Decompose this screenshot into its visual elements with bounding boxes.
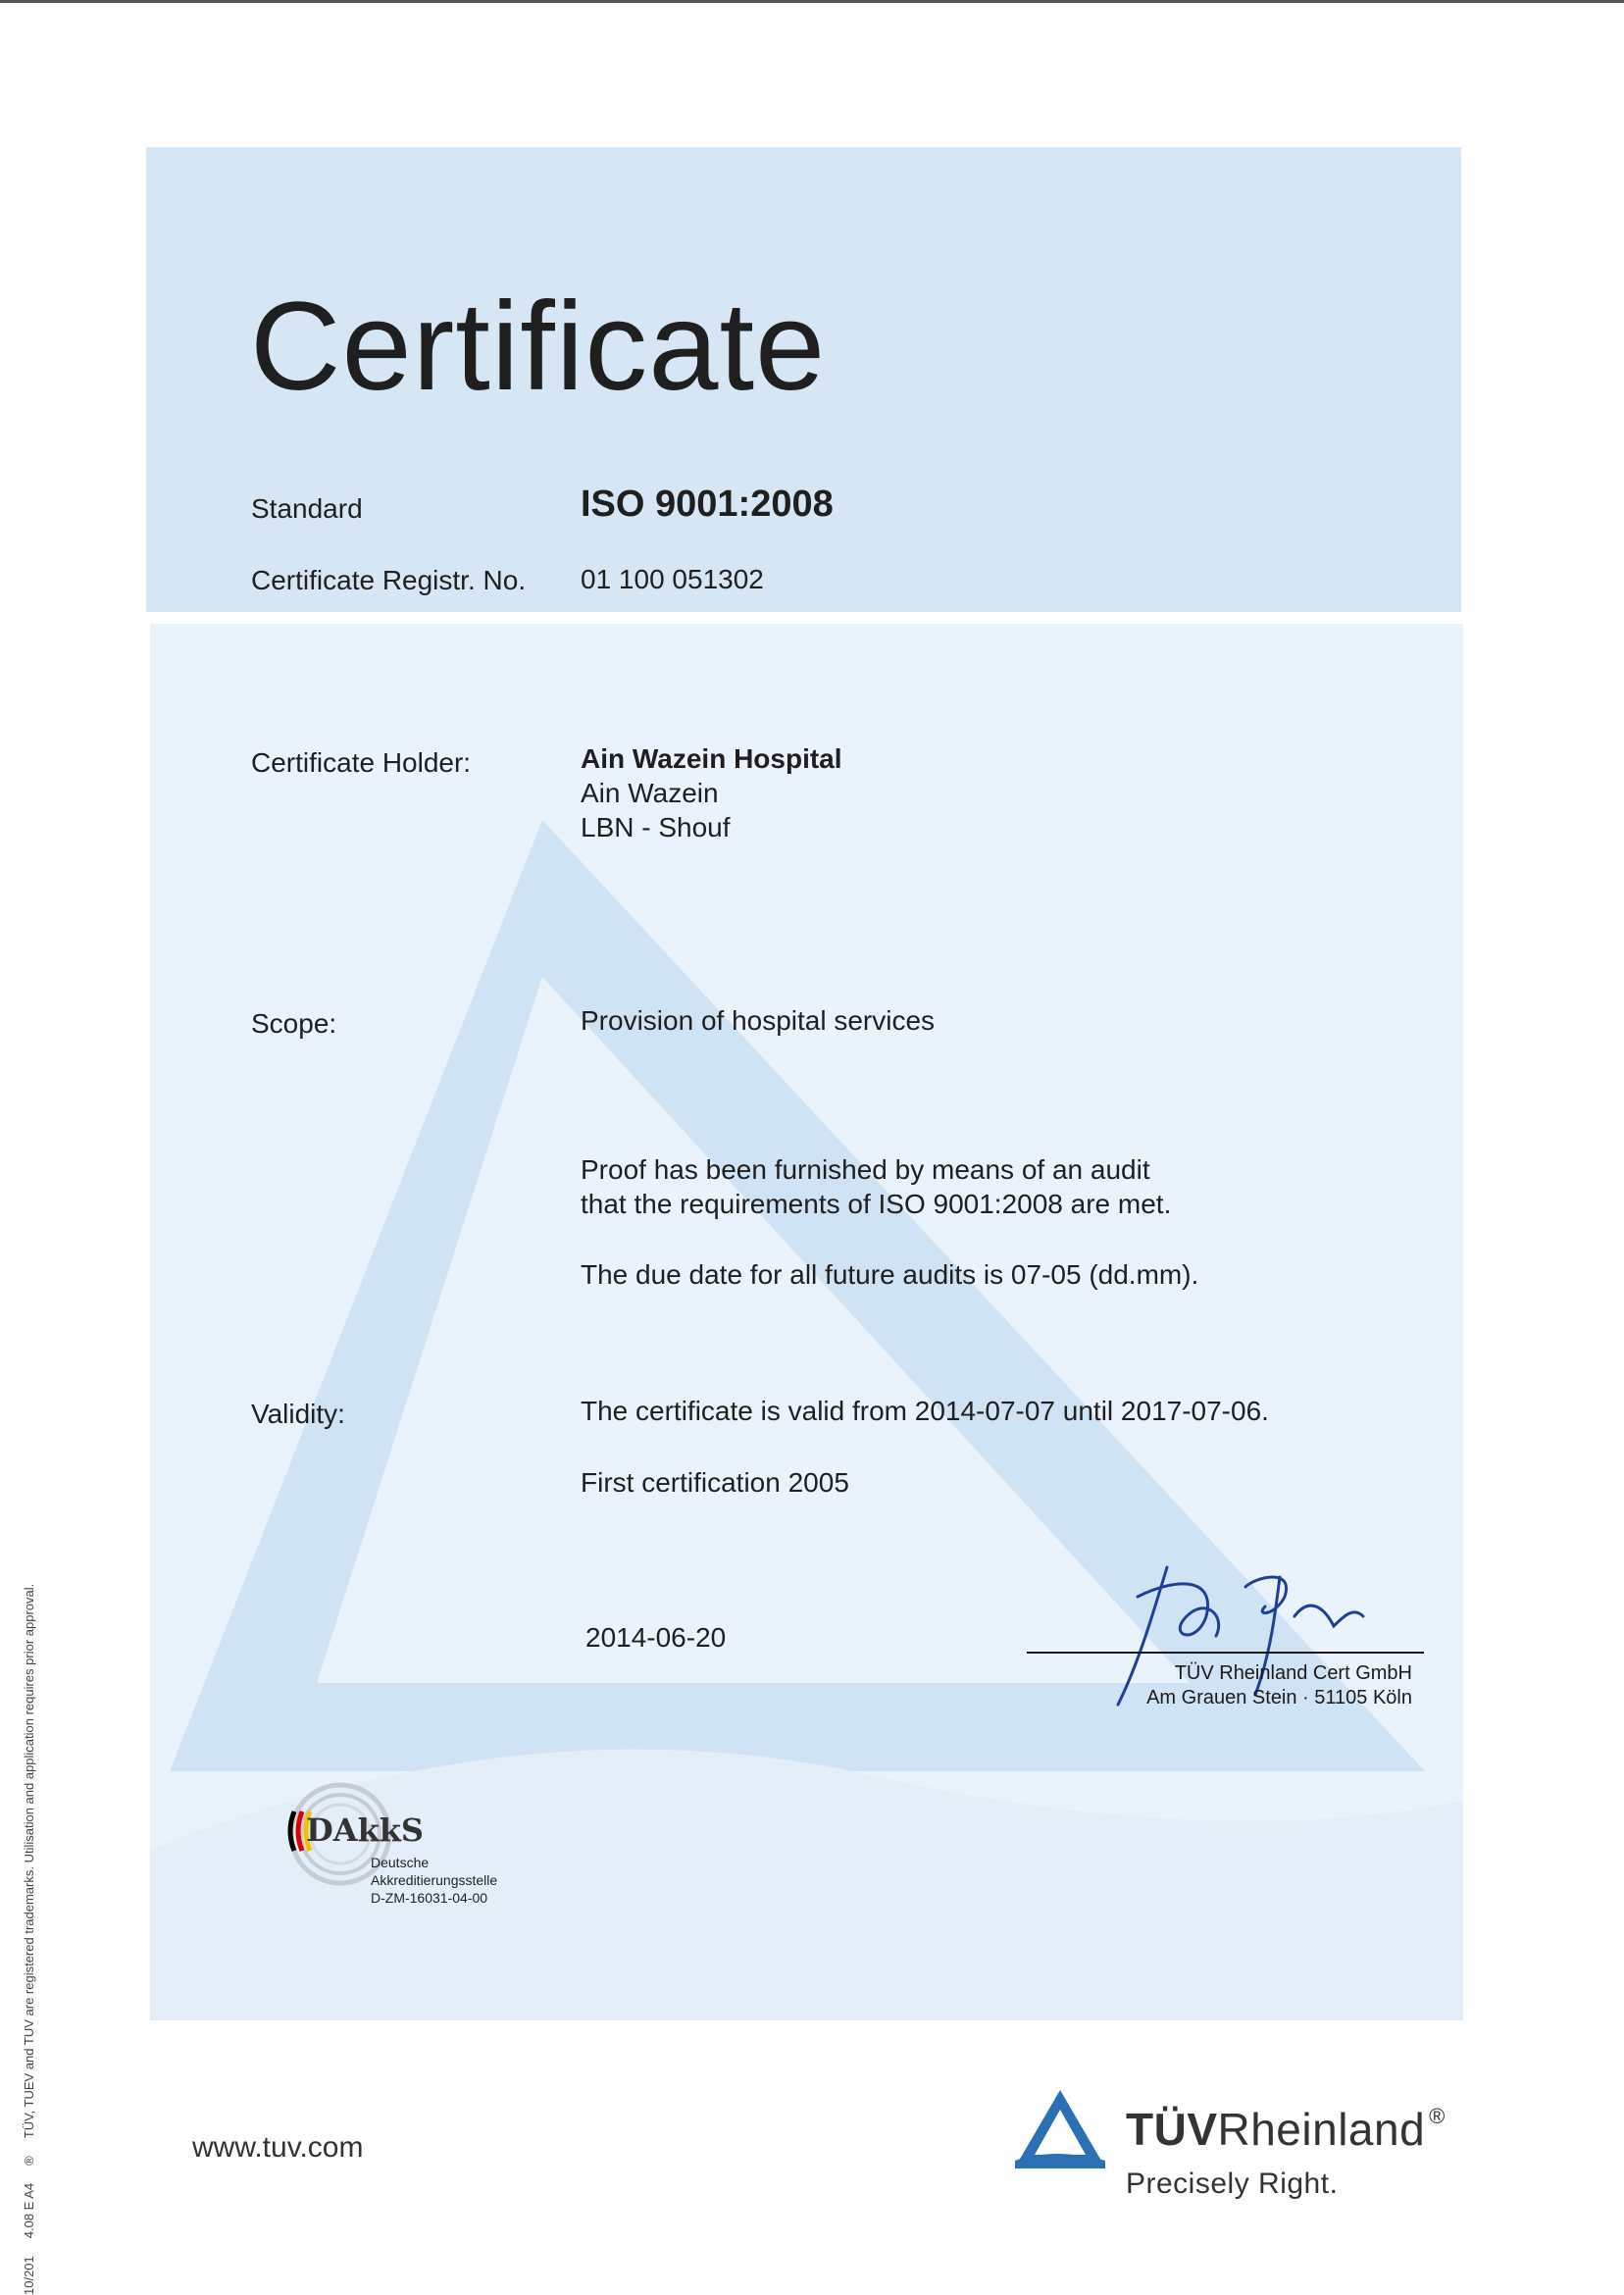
signature-line bbox=[1027, 1652, 1424, 1654]
tuv-brand bbox=[1126, 2103, 1446, 2156]
scope-value: Provision of hospital services bbox=[581, 1005, 936, 1036]
validity-value: The certificate is valid from 2014-07-07 until 2017-07-06. bbox=[581, 1396, 1269, 1426]
due-date-text: The due date for all future audits is 07-05 (dd.mm). bbox=[581, 1259, 1199, 1290]
first-certification: First certification 2005 bbox=[581, 1467, 849, 1498]
proof-block bbox=[581, 1152, 1171, 1221]
dakks-line1: Deutsche bbox=[371, 1855, 430, 1870]
validity-label: Validity: bbox=[251, 1399, 345, 1429]
issue-date: 2014-06-20 bbox=[585, 1622, 727, 1653]
holder-block bbox=[581, 741, 842, 844]
holder-label: Certificate Holder: bbox=[251, 747, 472, 778]
tuv-brand-bold: TÜV bbox=[1126, 2104, 1218, 2155]
registration-value: 01 100 051302 bbox=[581, 564, 764, 594]
issuer-name: TÜV Rheinland Cert GmbH bbox=[1174, 1662, 1412, 1684]
dakks-id: D-ZM-16031-04-00 bbox=[371, 1890, 488, 1906]
side-note-form: 4.08 E A4 bbox=[22, 2182, 36, 2239]
proof-line1: Proof has been furnished by means of an audit bbox=[581, 1154, 1150, 1185]
side-note-mark: ® bbox=[22, 2156, 36, 2166]
side-note-code: 10/201 bbox=[22, 2256, 36, 2295]
holder-address-line1: Ain Wazein bbox=[581, 778, 719, 808]
proof-line2: that the requirements of ISO 9001:2008 are met. bbox=[581, 1189, 1172, 1219]
dakks-name: DAkkS bbox=[306, 1811, 425, 1849]
issuer-block bbox=[1118, 1661, 1412, 1710]
holder-name: Ain Wazein Hospital bbox=[581, 743, 842, 774]
scope-label: Scope: bbox=[251, 1008, 337, 1039]
dakks-line2: Akkreditierungsstelle bbox=[371, 1872, 498, 1888]
registration-label: Certificate Registr. No. bbox=[251, 565, 527, 595]
page-title: Certificate bbox=[250, 277, 827, 417]
tuv-triangle-logo bbox=[1015, 2086, 1105, 2168]
holder-address-line2: LBN - Shouf bbox=[581, 812, 731, 842]
registered-mark: ® bbox=[1429, 2104, 1446, 2128]
standard-label: Standard bbox=[251, 493, 363, 524]
scan-edge bbox=[0, 0, 1624, 3]
dakks-details bbox=[371, 1854, 497, 1907]
tuv-slogan: Precisely Right. bbox=[1126, 2168, 1339, 2200]
side-note-text: TÜV, TUEV and TUV are registered trademarks. Utilisation and application requires prior approval. bbox=[22, 1583, 36, 2139]
footer-url[interactable]: www.tuv.com bbox=[192, 2131, 364, 2164]
standard-value: ISO 9001:2008 bbox=[581, 484, 834, 525]
tuv-brand-rest: Rheinland bbox=[1217, 2104, 1426, 2155]
issuer-address: Am Grauen Stein · 51105 Köln bbox=[1146, 1687, 1412, 1708]
side-note bbox=[22, 1566, 36, 2295]
